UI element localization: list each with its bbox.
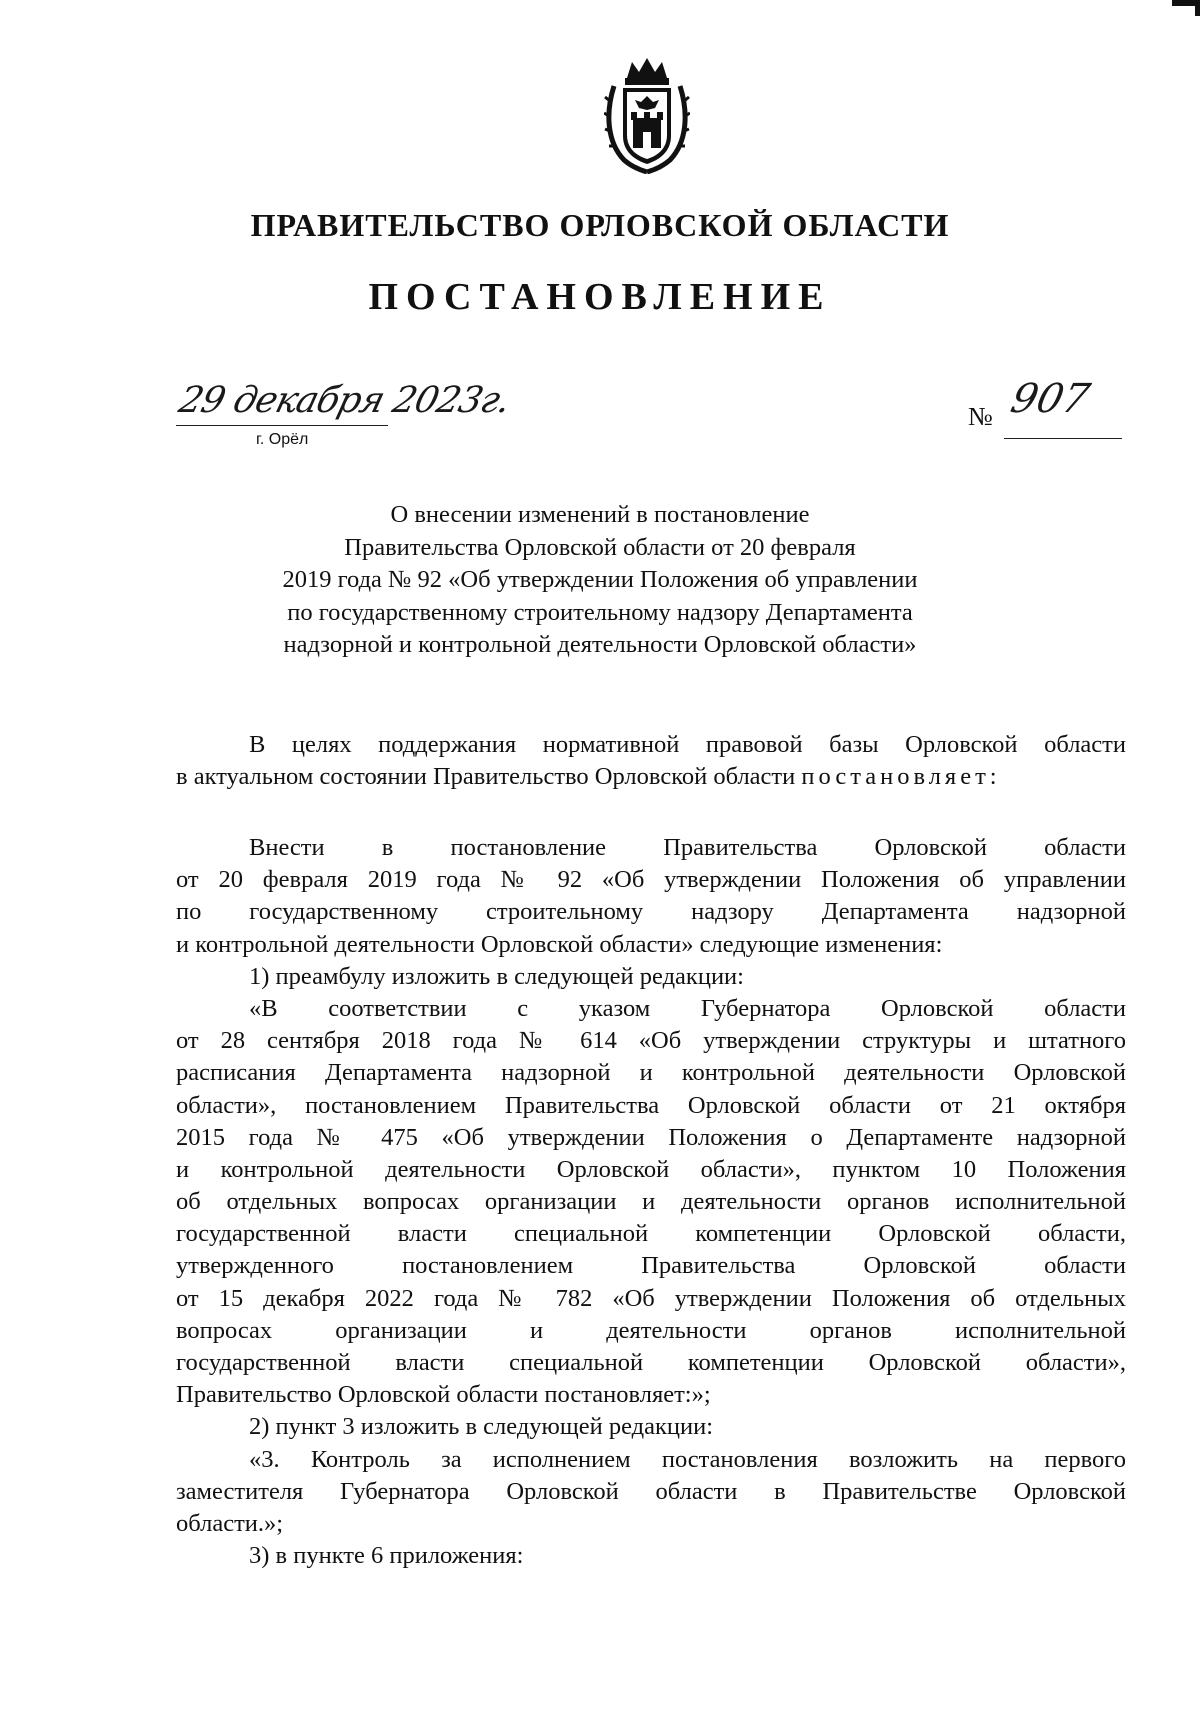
date-underline	[176, 425, 388, 426]
main-body	[176, 832, 1126, 1572]
text-line: В целях поддержания нормативной правовой базы Орловской области	[249, 731, 1126, 758]
text-line: области», постановлением Правительства Орловской области от 21 октября	[176, 1091, 1126, 1119]
resolves-word: постановляет:	[801, 763, 1001, 791]
preamble-text: в актуальном состоянии Правительство Орловской области	[176, 763, 802, 791]
city-label: г. Орёл	[256, 431, 309, 448]
text-line: от 28 сентября 2018 года № 614 «Об утверждении структуры и штатного	[176, 1027, 1126, 1055]
title-line: по государственному строительному надзору Департамента	[287, 598, 913, 626]
title-line: Правительства Орловской области от 20 февраля	[344, 533, 856, 561]
document-type: ПОСТАНОВЛЕНИЕ	[368, 276, 832, 318]
text-line: «3. Контроль за исполнением постановления возложить на первого	[249, 1445, 1126, 1473]
text-line: вопросах организации и деятельности органов исполнительной	[176, 1316, 1126, 1344]
text-line: области.»;	[176, 1509, 284, 1537]
document-title	[180, 499, 1020, 662]
handwritten-date: 29 декабря 2023г.	[174, 380, 515, 421]
number-underline	[1004, 438, 1122, 439]
text-line: «В соответствии с указом Губернатора Орловской области	[249, 994, 1126, 1022]
handwritten-number: 907	[1006, 376, 1095, 422]
text-line: 1) преамбулу изложить в следующей редакции:	[249, 962, 744, 990]
text-line	[176, 761, 1126, 793]
organization-name: ПРАВИТЕЛЬСТВО ОРЛОВСКОЙ ОБЛАСТИ	[250, 207, 950, 243]
title-line: надзорной и контрольной деятельности Орловской области»	[283, 631, 917, 658]
title-line: 2019 года № 92 «Об утверждении Положения об управлении	[282, 566, 918, 593]
text-line: заместителя Губернатора Орловской области в Правительстве Орловской	[176, 1477, 1126, 1505]
number-label: №	[968, 402, 993, 431]
text-line: 3) в пункте 6 приложения:	[249, 1542, 524, 1570]
text-line: от 15 декабря 2022 года № 782 «Об утверждении Положения об отдельных	[176, 1284, 1126, 1312]
scan-corner-mark	[1172, 0, 1200, 6]
text-line: расписания Департамента надзорной и контрольной деятельности Орловской	[176, 1059, 1126, 1087]
text-line: 2015 года № 475 «Об утверждении Положения о Департаменте надзорной	[176, 1123, 1126, 1151]
text-line: Правительство Орловской области постановляет:»;	[176, 1381, 711, 1409]
text-line: государственной власти специальной компетенции Орловской области,	[176, 1220, 1126, 1248]
coat-of-arms-emblem	[604, 56, 690, 174]
text-line: от 20 февраля 2019 года № 92 «Об утверждении Положения об управлении	[176, 866, 1126, 894]
title-line: О внесении изменений в постановление	[390, 501, 810, 528]
text-line: 2) пункт 3 изложить в следующей редакции:	[249, 1413, 714, 1441]
text-line: утвержденного постановлением Правительства Орловской области	[176, 1252, 1126, 1280]
text-line: государственной власти специальной компетенции Орловской области»,	[176, 1349, 1126, 1376]
text-line: по государственному строительному надзору Департамента надзорной	[176, 898, 1126, 926]
preamble-paragraph	[176, 729, 1126, 793]
text-line: об отдельных вопросах организации и деятельности органов исполнительной	[176, 1188, 1126, 1216]
text-line: и контрольной деятельности Орловской области», пунктом 10 Положения	[176, 1155, 1126, 1183]
text-line: и контрольной деятельности Орловской области» следующие изменения:	[176, 930, 943, 958]
text-line: Внести в постановление Правительства Орловской области	[249, 834, 1126, 861]
